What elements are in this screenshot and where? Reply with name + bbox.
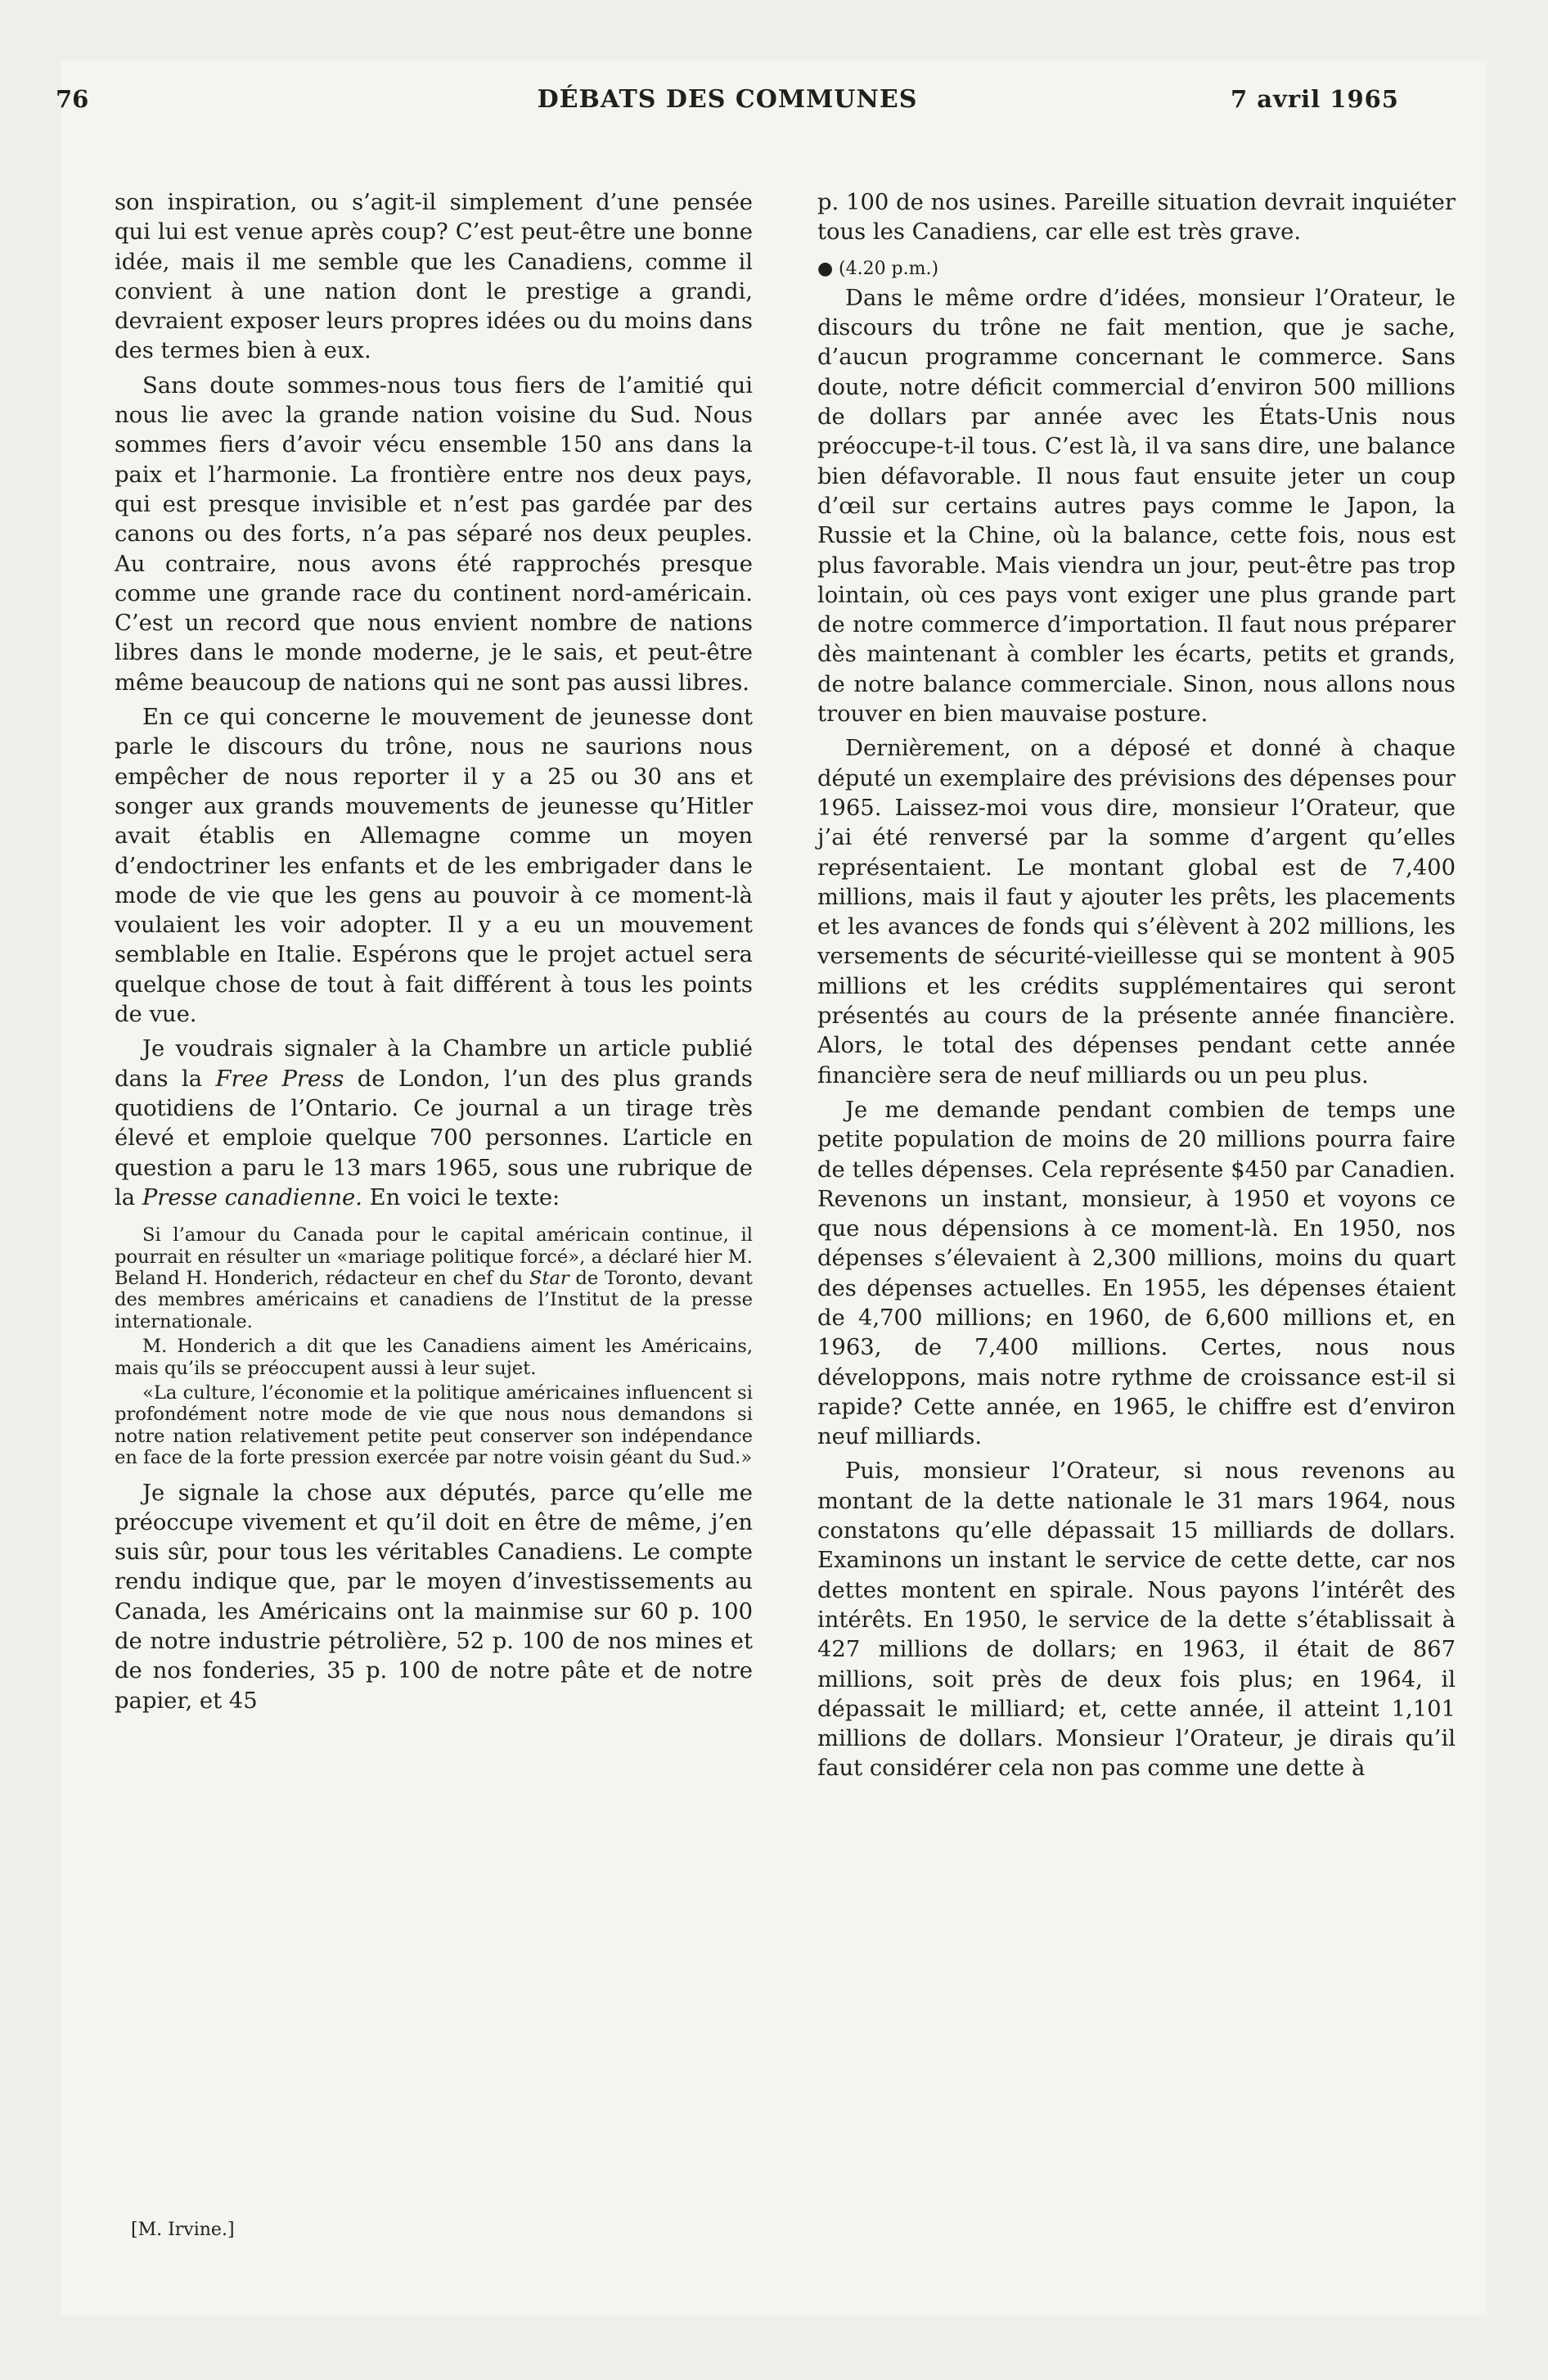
italic-text: Free Press	[215, 1066, 344, 1092]
paragraph: Sans doute sommes-nous tous fiers de l’amitié qui nous lie avec la grande nation voisine du Sud. Nous sommes fiers d’avoir vécu ensemble 150 ans dans la paix et l’harmonie. La frontière entre nos deux pays, qui est presque invisible et n’est pas gardée par des canons ou des forts, n’a pas séparé nos deux peuples. Au contraire, nous avons été rapprochés presque comme une grande race du continent nord-américain. C’est un record que nous envient nombre de nations libres dans le monde moderne, je le sais, et peut-être même beaucoup de nations qui ne sont pas aussi libres.	[115, 372, 753, 696]
text-run: de London, l’un des plus grands quotidiens de l’Ontario. Ce journal a un tirage très élevé et emploie quelque 700 personnes. L’article en question a paru le 13 mars 1965, sous une rubrique de la	[115, 1066, 753, 1210]
page-header	[56, 85, 1399, 124]
paragraph: son inspiration, ou s’agit-il simplement d’une pensée qui lui est venue après coup? C’est peut-être une bonne idée, mais il me semble que les Canadiens, comme il convient à une nation dont le prestige a grandi, devraient exposer leurs propres idées ou du moins dans des termes bien à eux.	[115, 190, 753, 364]
text-run: En voici le texte:	[362, 1184, 560, 1210]
page-title: DÉBATS DES COMMUNES	[537, 85, 918, 114]
speaker-footer: [M. Irvine.]	[131, 2220, 235, 2240]
quotation-block	[115, 1224, 753, 1468]
paragraph: Dernièrement, on a déposé et donné à chaque député un exemplaire des prévisions des dépenses pour 1965. Laissez-moi vous dire, monsieur l’Orateur, que j’ai été renversé par la somme d’argent qu’elles représentaient. Le montant global est de 7,400 millions, mais il faut y ajouter les prêts, les placements et les avances de fonds qui s’élèvent à 202 millions, les versements de sécurité-vieillesse qui se montent à 905 millions et les crédits supplémentaires qui seront présentés au cours de la présente année financière. Alors, le total des dépenses pendant cette année financière sera de neuf milliards ou un peu plus.	[817, 736, 1456, 1089]
quote-paragraph: M. Honderich a dit que les Canadiens aiment les Américains, mais qu’ils se préoccupent aussi à leur sujet.	[115, 1336, 753, 1379]
italic-text: Star	[529, 1267, 569, 1289]
text-run: de Toronto, devant des membres américains et canadiens de l’Institut de la presse internationale.	[115, 1267, 753, 1332]
time-marker	[817, 253, 1456, 284]
paragraph	[115, 1034, 753, 1213]
time-text: (4.20 p.m.)	[839, 258, 939, 279]
right-column	[817, 188, 1456, 1784]
paragraph: En ce qui concerne le mouvement de jeunesse dont parle le discours du trône, nous ne saurions nous empêcher de nous reporter il y a 25 ou 30 ans et songer aux grands mouvements de jeunesse qu’Hitler avait établis en Allemagne comme un moyen d’endoctriner les enfants et de les embrigader dans le mode de vie que les gens au pouvoir à ce moment-là voulaient les voir adopter. Il y a eu un mouvement semblable en Italie. Espérons que le projet actuel sera quelque chose de tout à fait différent à tous les points de vue.	[115, 705, 753, 1028]
left-column	[115, 188, 753, 1716]
page-number: 76	[56, 85, 89, 113]
quote-paragraph	[115, 1224, 753, 1332]
page-date: 7 avril 1965	[1230, 85, 1399, 113]
italic-text: Presse canadienne.	[142, 1184, 362, 1210]
paragraph: Je signale la chose aux députés, parce qu’elle me préoccupe vivement et qu’il doit en être de même, j’en suis sûr, pour tous les véritables Canadiens. Le compte rendu indique que, par le moyen d’investissements au Canada, les Américains ont la mainmise sur 60 p. 100 de notre industrie pétrolière, 52 p. 100 de nos mines et de nos fonderies, 35 p. 100 de notre pâte et de notre papier, et 45	[115, 1480, 753, 1714]
quote-paragraph: «La culture, l’économie et la politique américaines influencent si profondément notre mode de vie que nous nous demandons si notre nation relativement petite peut conserver son indépendance en face de la forte pression exercée par notre voisin géant du Sud.»	[115, 1382, 753, 1469]
text-run: Si l’amour du Canada pour le capital américain continue, il pourrait en résulter un «mariage politique forcé», a déclaré hier M. Beland H. Honderich, rédacteur en chef du	[115, 1224, 753, 1289]
paragraph: p. 100 de nos usines. Pareille situation devrait inquiéter tous les Canadiens, car elle est très grave.	[817, 190, 1456, 246]
text-run: Je voudrais signaler à la Chambre un article publié dans la	[115, 1036, 753, 1092]
paragraph: Puis, monsieur l’Orateur, si nous revenons au montant de la dette nationale le 31 mars 1964, nous constatons qu’elle dépassait 15 milliards de dollars. Examinons un instant le service de cette dette, car nos dettes montent en spirale. Nous payons l’intérêt des intérêts. En 1950, le service de la dette s’établissait à 427 millions de dollars; en 1963, il était de 867 millions, soit près de deux fois plus; en 1964, il dépassait le milliard; et, cette année, il atteint 1,101 millions de dollars. Monsieur l’Orateur, je dirais qu’il faut considérer cela non pas comme une dette à	[817, 1458, 1456, 1782]
bullet-icon: ●	[817, 258, 834, 279]
paragraph: Je me demande pendant combien de temps une petite population de moins de 20 millions pourra faire de telles dépenses. Cela représente $450 par Canadien. Revenons un instant, monsieur, à 1950 et voyons ce que nous dépensions à ce moment-là. En 1950, nos dépenses s’élevaient à 2,300 millions, moins du quart des dépenses actuelles. En 1955, les dépenses étaient de 4,700 millions; en 1960, de 6,600 millions et, en 1963, de 7,400 millions. Certes, nous nous développons, mais notre rythme de croissance est-il si rapide? Cette année, en 1965, le chiffre est d’environ neuf milliards.	[817, 1097, 1456, 1450]
paragraph: Dans le même ordre d’idées, monsieur l’Orateur, le discours du trône ne fait mention, que je sache, d’aucun programme concernant le commerce. Sans doute, notre déficit commercial d’environ 500 millions de dollars par année avec les États-Unis nous préoccupe-t-il tous. C’est là, il va sans dire, une balance bien défavorable. Il nous faut ensuite jeter un coup d’œil sur certains autres pays comme le Japon, la Russie et la Chine, où la balance, cette fois, nous est plus favorable. Mais viendra un jour, peut-être pas trop lointain, où ces pays vont exiger une plus grande part de notre commerce d’importation. Il faut nous préparer dès maintenant à combler les écarts, petits et grands, de notre balance commerciale. Sinon, nous allons nous trouver en bien mauvaise posture.	[817, 285, 1456, 728]
